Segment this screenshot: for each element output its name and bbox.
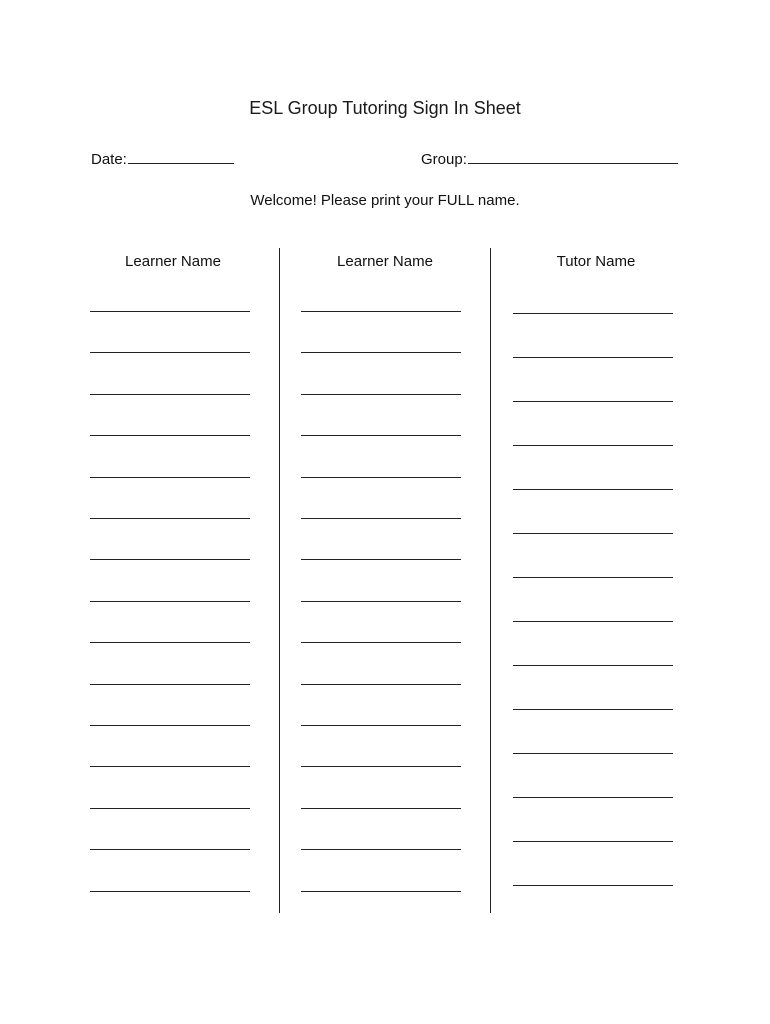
column-header-learner-name-2: Learner Name xyxy=(337,253,433,270)
signature-line[interactable] xyxy=(90,766,250,767)
signature-line[interactable] xyxy=(90,642,250,643)
signature-line[interactable] xyxy=(90,808,250,809)
signature-line[interactable] xyxy=(301,642,461,643)
signature-line[interactable] xyxy=(513,357,673,358)
signature-line[interactable] xyxy=(513,577,673,578)
date-label: Date: xyxy=(91,151,127,168)
signature-line[interactable] xyxy=(90,849,250,850)
signature-line[interactable] xyxy=(301,684,461,685)
signature-line[interactable] xyxy=(90,684,250,685)
column-divider xyxy=(490,248,491,913)
page-title: ESL Group Tutoring Sign In Sheet xyxy=(249,98,521,118)
signature-line[interactable] xyxy=(90,518,250,519)
signature-line[interactable] xyxy=(301,891,461,892)
signature-line[interactable] xyxy=(301,601,461,602)
signature-line[interactable] xyxy=(90,891,250,892)
signature-line[interactable] xyxy=(513,445,673,446)
signature-line[interactable] xyxy=(301,766,461,767)
signature-line[interactable] xyxy=(301,394,461,395)
signature-line[interactable] xyxy=(90,394,250,395)
signature-line[interactable] xyxy=(513,841,673,842)
column-divider xyxy=(279,248,280,913)
signature-line[interactable] xyxy=(301,352,461,353)
signature-line[interactable] xyxy=(301,808,461,809)
signature-line[interactable] xyxy=(90,725,250,726)
signature-line[interactable] xyxy=(513,885,673,886)
signature-line[interactable] xyxy=(90,601,250,602)
signature-line[interactable] xyxy=(513,621,673,622)
date-blank-line[interactable] xyxy=(128,147,234,164)
signature-line[interactable] xyxy=(513,665,673,666)
signature-line[interactable] xyxy=(301,311,461,312)
signature-line[interactable] xyxy=(513,753,673,754)
signature-line[interactable] xyxy=(513,709,673,710)
signature-line[interactable] xyxy=(301,849,461,850)
signature-line[interactable] xyxy=(90,352,250,353)
signature-line[interactable] xyxy=(301,477,461,478)
signature-line[interactable] xyxy=(90,311,250,312)
signature-line[interactable] xyxy=(90,435,250,436)
signature-line[interactable] xyxy=(90,477,250,478)
welcome-instruction: Welcome! Please print your FULL name. xyxy=(250,192,520,209)
column-header-learner-name-1: Learner Name xyxy=(125,253,221,270)
signature-line[interactable] xyxy=(90,559,250,560)
signature-line[interactable] xyxy=(513,489,673,490)
group-blank-line[interactable] xyxy=(468,147,678,164)
signature-line[interactable] xyxy=(513,797,673,798)
signature-line[interactable] xyxy=(513,533,673,534)
group-field xyxy=(421,147,678,168)
signature-line[interactable] xyxy=(301,559,461,560)
signature-line[interactable] xyxy=(301,435,461,436)
signature-line[interactable] xyxy=(513,401,673,402)
date-field xyxy=(91,147,234,168)
signature-line[interactable] xyxy=(301,518,461,519)
signature-line[interactable] xyxy=(301,725,461,726)
group-label: Group: xyxy=(421,151,467,168)
column-header-tutor-name: Tutor Name xyxy=(556,253,636,270)
signature-line[interactable] xyxy=(513,313,673,314)
